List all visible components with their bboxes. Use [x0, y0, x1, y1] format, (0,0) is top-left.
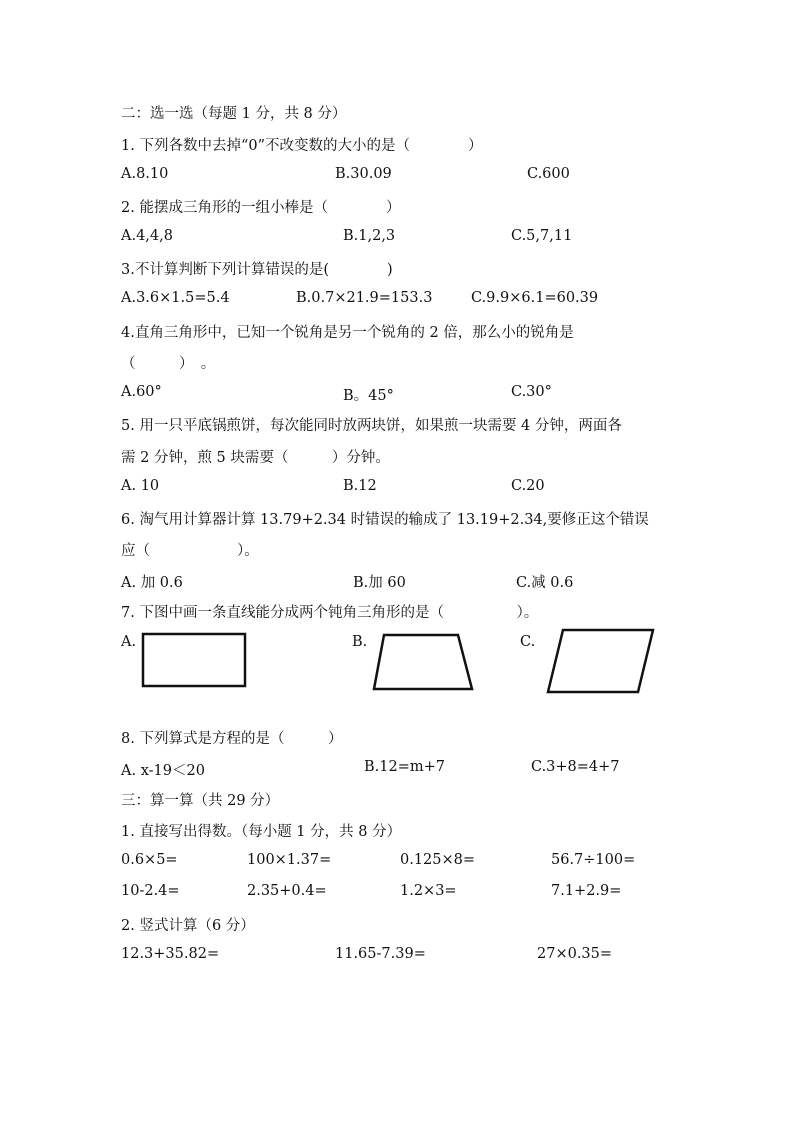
question-7-option-c: C.	[520, 634, 536, 650]
calc-item: 100×1.37=	[247, 852, 332, 868]
question-1-option-a: A.8.10	[121, 166, 169, 182]
calc-item: 0.6×5=	[121, 852, 178, 868]
question-6-stem-cont: 应（ ）。	[121, 543, 259, 559]
question-7-option-a: A.	[121, 634, 137, 650]
question-7-stem: 7. 下图中画一条直线能分成两个钝角三角形的是（ ）。	[121, 605, 539, 621]
calc-item: 7.1+2.9=	[551, 883, 622, 899]
calc-question-2-title: 2. 竖式计算（6 分）	[121, 918, 255, 934]
question-1-stem: 1. 下列各数中去掉“0”不改变数的大小的是（ ）	[121, 138, 483, 154]
trapezoid-figure	[372, 632, 474, 692]
calc-item: 0.125×8=	[400, 852, 476, 868]
question-8-option-b: B.12=m+7	[364, 759, 445, 775]
question-5-option-b: B.12	[343, 478, 377, 494]
question-2-option-c: C.5,7,11	[511, 228, 573, 244]
question-1-option-c: C.600	[527, 166, 570, 182]
question-4-option-b: B。45°	[343, 388, 394, 404]
question-5-stem-cont: 需 2 分钟，煎 5 块需要（ ）分钟。	[121, 450, 390, 466]
calc-question-1-title: 1. 直接写出得数。（每小题 1 分，共 8 分）	[121, 824, 402, 840]
vertical-calc-item: 11.65-7.39=	[335, 946, 426, 962]
question-3-stem: 3.不计算判断下列计算错误的是( )	[121, 262, 393, 278]
vertical-calc-item: 27×0.35=	[537, 946, 613, 962]
calc-item: 2.35+0.4=	[247, 883, 327, 899]
question-6-option-a: A. 加 0.6	[121, 575, 183, 591]
question-5-option-c: C.20	[511, 478, 545, 494]
question-1-option-b: B.30.09	[335, 166, 392, 182]
question-3-option-b: B.0.7×21.9=153.3	[296, 290, 433, 306]
parallelogram-figure	[546, 627, 656, 695]
question-3-option-c: C.9.9×6.1=60.39	[471, 290, 599, 306]
question-4-option-c: C.30°	[511, 384, 552, 400]
vertical-calc-item: 12.3+35.82=	[121, 946, 220, 962]
question-6-stem: 6. 淘气用计算器计算 13.79+2.34 时错误的输成了 13.19+2.34,要修正这个错误	[121, 512, 649, 528]
question-4-stem: 4.直角三角形中，已知一个锐角是另一个锐角的 2 倍，那么小的锐角是	[121, 325, 574, 341]
calc-item: 1.2×3=	[400, 883, 457, 899]
question-2-stem: 2. 能摆成三角形的一组小棒是（ ）	[121, 200, 401, 216]
section-3-header: 三：算一算（共 29 分）	[121, 793, 280, 809]
calc-item: 10-2.4=	[121, 883, 180, 899]
question-2-option-a: A.4,4,8	[121, 228, 173, 244]
question-2-option-b: B.1,2,3	[343, 228, 396, 244]
question-4-stem-cont: （ ） 。	[121, 356, 216, 372]
section-2-header: 二：选一选（每题 1 分，共 8 分）	[121, 106, 347, 122]
question-8-option-c: C.3+8=4+7	[531, 759, 620, 775]
question-5-option-a: A. 10	[121, 478, 160, 494]
question-4-option-a: A.60°	[121, 384, 162, 400]
question-5-stem: 5. 用一只平底锅煎饼，每次能同时放两块饼，如果煎一块需要 4 分钟，两面各	[121, 418, 622, 434]
question-6-option-c: C.减 0.6	[516, 575, 574, 591]
question-8-stem: 8. 下列算式是方程的是（ ）	[121, 731, 343, 747]
question-3-option-a: A.3.6×1.5=5.4	[121, 290, 230, 306]
rectangle-figure	[141, 632, 247, 688]
question-6-option-b: B.加 60	[353, 575, 406, 591]
question-8-option-a: A. x-19＜20	[121, 763, 205, 779]
question-7-option-b: B.	[352, 634, 368, 650]
calc-item: 56.7÷100=	[551, 852, 636, 868]
